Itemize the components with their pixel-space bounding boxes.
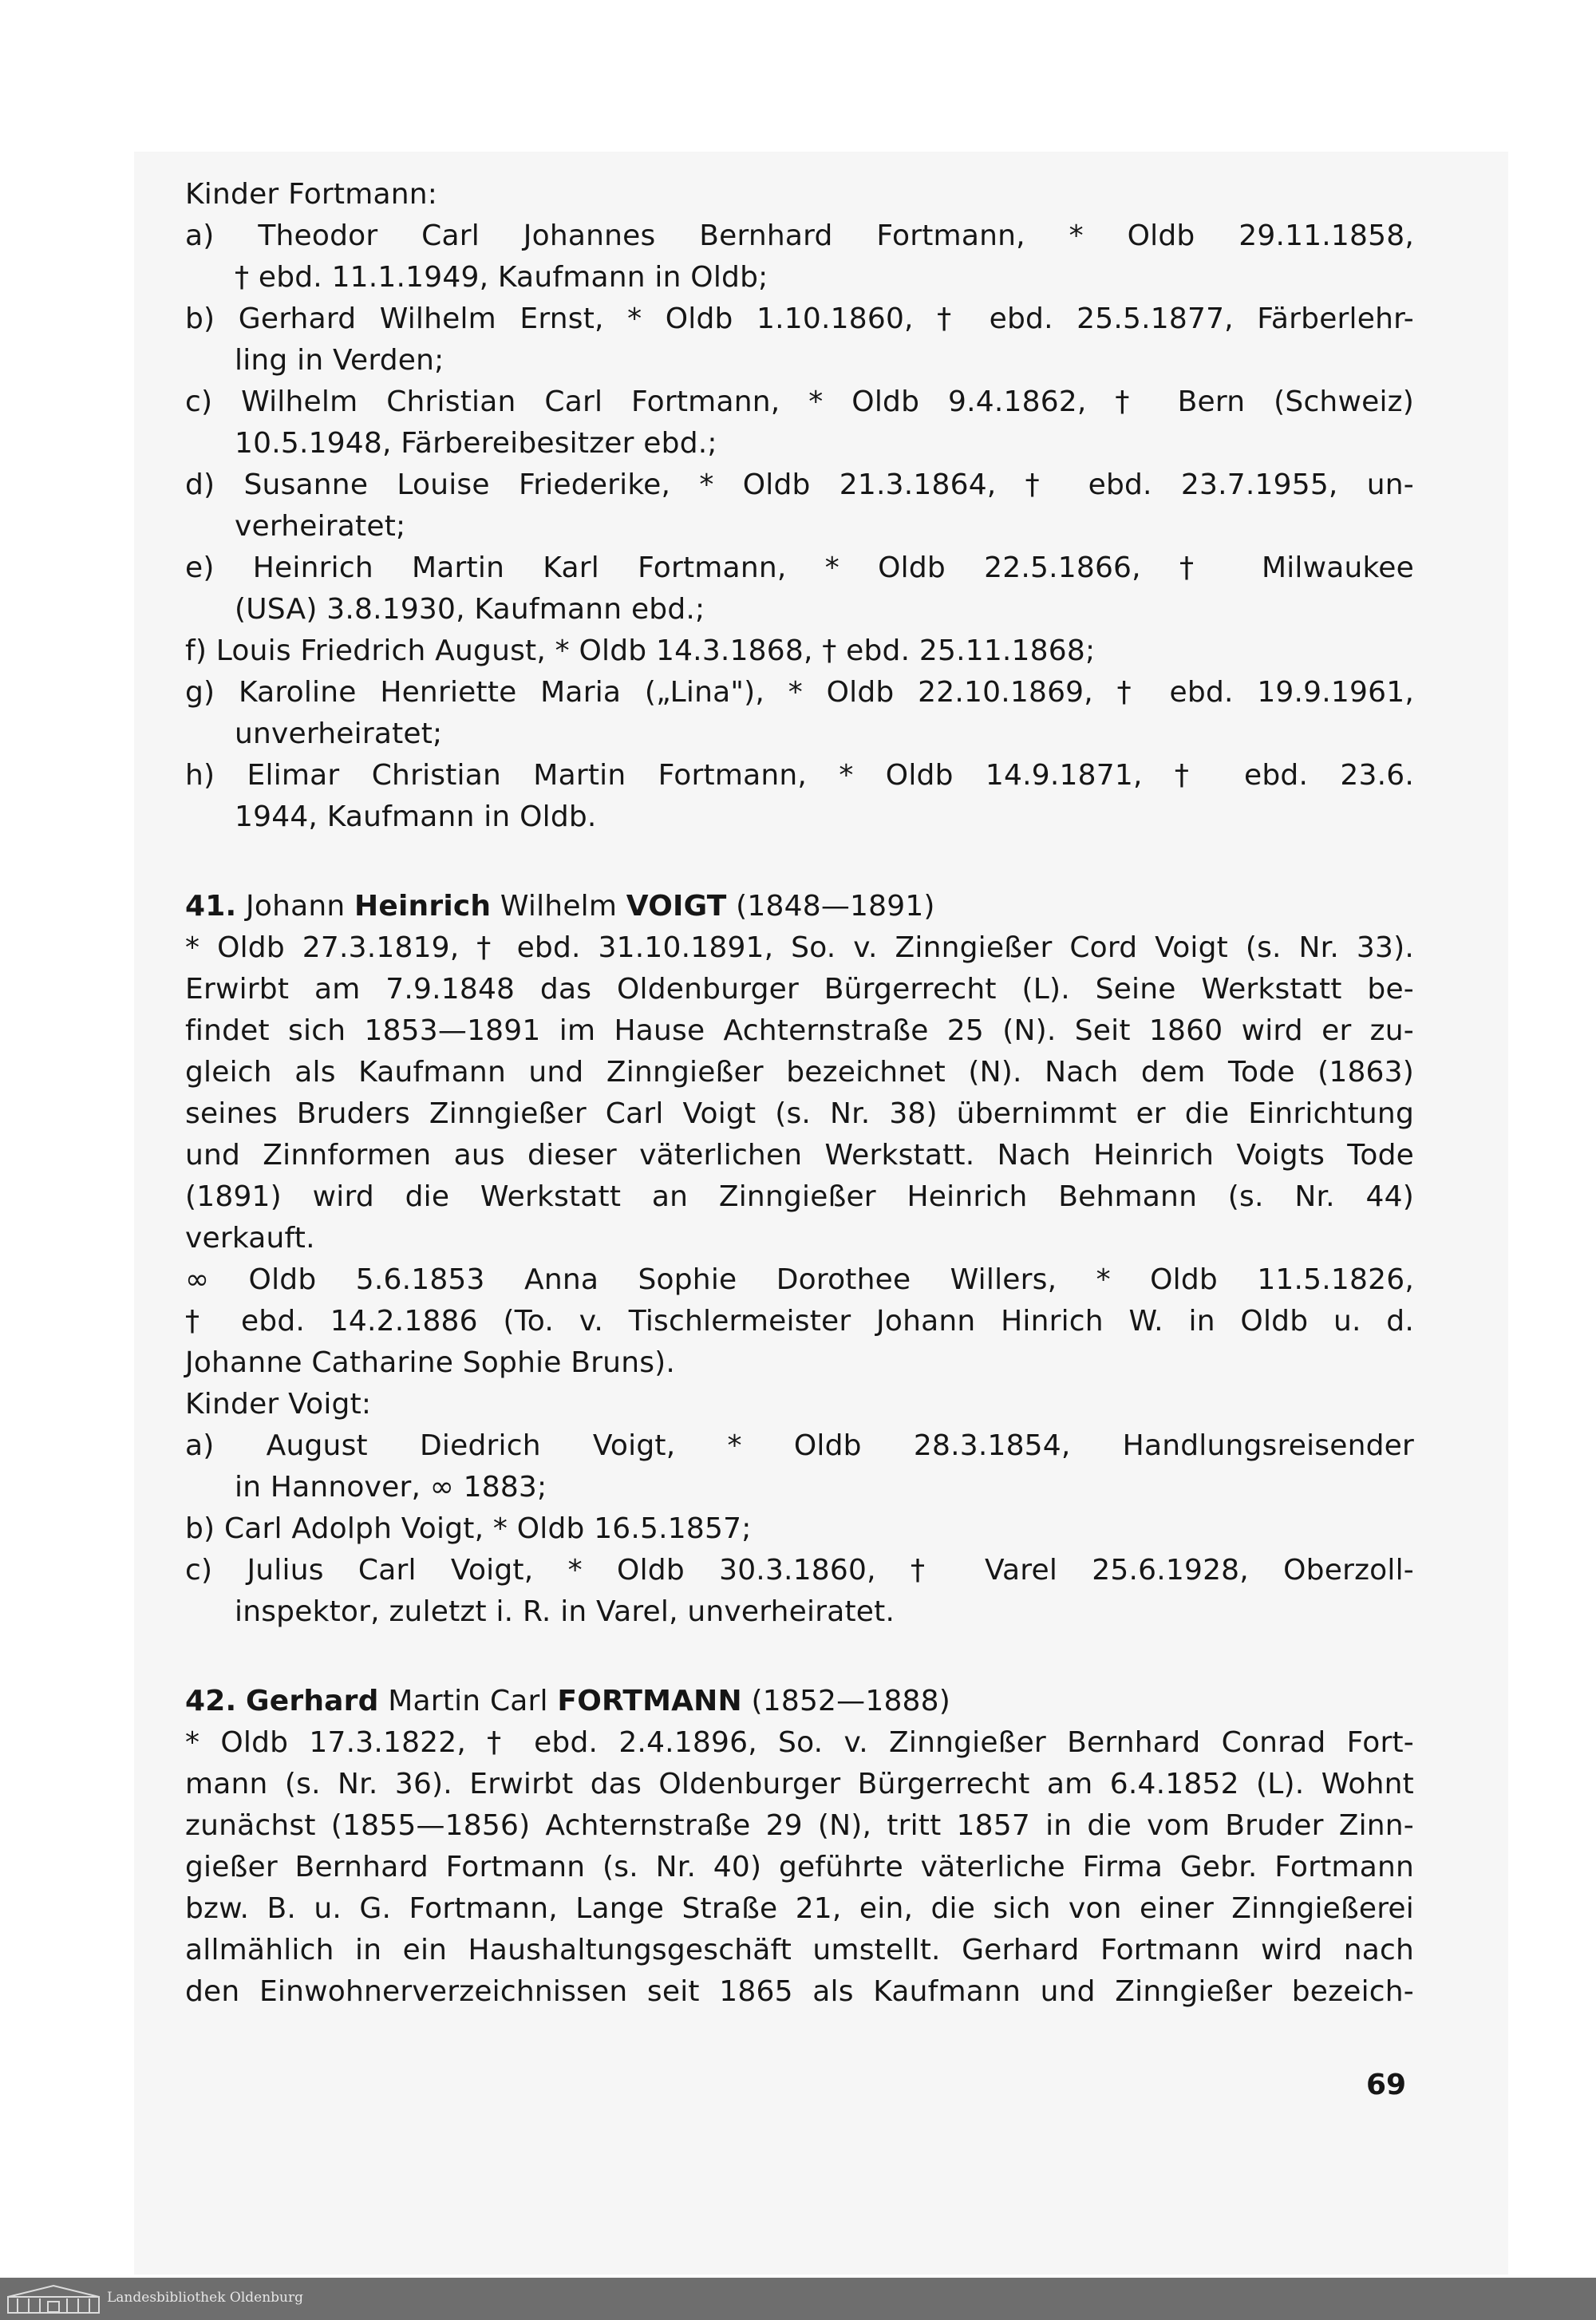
kinder-voigt-line: inspektor, zuletzt i. R. in Varel, unverheiratet.	[235, 1595, 895, 1628]
entry-number: 41.	[185, 890, 237, 923]
kinder-fortmann-heading: Kinder Fortmann:	[185, 178, 438, 211]
library-building-icon	[6, 2282, 101, 2314]
kinder-fortmann-line: a) Theodor Carl Johannes Bernhard Fortmann, * Oldb 29.11.1858,	[185, 219, 1414, 252]
kinder-fortmann-line: d) Susanne Louise Friederike, * Oldb 21.3.1864, † ebd. 23.7.1955, un-	[185, 468, 1414, 501]
text-column	[185, 174, 1414, 2013]
kinder-fortmann-line: ling in Verden;	[235, 344, 444, 377]
kinder-voigt-line: c) Julius Carl Voigt, * Oldb 30.3.1860, † Varel 25.6.1928, Oberzoll-	[185, 1554, 1414, 1587]
entry-42-line: zunächst (1855—1856) Achternstraße 29 (N), tritt 1857 in die vom Bruder Zinn-	[185, 1809, 1414, 1842]
entry-41-line: findet sich 1853—1891 im Hause Achternstraße 25 (N). Seit 1860 wird er zu-	[185, 1014, 1414, 1047]
entry-42-line: bzw. B. u. G. Fortmann, Lange Straße 21, ein, die sich von einer Zinngießerei	[185, 1892, 1414, 1925]
library-name[interactable]: Landesbibliothek Oldenburg	[107, 2290, 304, 2306]
surname: FORTMANN	[557, 1685, 742, 1717]
kinder-fortmann-line: h) Elimar Christian Martin Fortmann, * Oldb 14.9.1871, † ebd. 23.6.	[185, 759, 1414, 792]
entry-41-line: verkauft.	[185, 1222, 315, 1255]
entry-41-line: (1891) wird die Werkstatt an Zinngießer Heinrich Behmann (s. Nr. 44)	[185, 1180, 1414, 1213]
entry-42-heading	[185, 1681, 1414, 1722]
kinder-fortmann-line: 10.5.1948, Färbereibesitzer ebd.;	[235, 427, 717, 460]
entry-42-line: gießer Bernhard Fortmann (s. Nr. 40) geführte väterliche Firma Gebr. Fortmann	[185, 1851, 1414, 1883]
entry-41-line: seines Bruders Zinngießer Carl Voigt (s. Nr. 38) übernimmt er die Einrichtung	[185, 1097, 1414, 1130]
active-years: (1848—1891)	[736, 890, 935, 923]
kinder-fortmann-line: † ebd. 11.1.1949, Kaufmann in Oldb;	[235, 261, 768, 294]
entry-42-line: mann (s. Nr. 36). Erwirbt das Oldenburger Bürgerrecht am 6.4.1852 (L). Wohnt	[185, 1768, 1414, 1800]
kinder-fortmann-line: (USA) 3.8.1930, Kaufmann ebd.;	[235, 593, 705, 626]
page-number: 69	[1366, 2069, 1407, 2101]
entry-42-line: allmählich in ein Haushaltungsgeschäft umstellt. Gerhard Fortmann wird nach	[185, 1934, 1414, 1966]
entry-41-line: ∞ Oldb 5.6.1853 Anna Sophie Dorothee Willers, * Oldb 11.5.1826,	[185, 1263, 1414, 1296]
entry-42-line: * Oldb 17.3.1822, † ebd. 2.4.1896, So. v. Zinngießer Bernhard Conrad Fort-	[185, 1726, 1414, 1759]
kinder-voigt-line: a) August Diedrich Voigt, * Oldb 28.3.1854, Handlungsreisender	[185, 1429, 1414, 1462]
kinder-fortmann-line: unverheiratet;	[235, 717, 443, 750]
kinder-fortmann-line: b) Gerhard Wilhelm Ernst, * Oldb 1.10.1860, † ebd. 25.5.1877, Färberlehr-	[185, 302, 1414, 335]
kinder-fortmann-line: c) Wilhelm Christian Carl Fortmann, * Oldb 9.4.1862, † Bern (Schweiz)	[185, 385, 1414, 418]
kinder-fortmann-line: e) Heinrich Martin Karl Fortmann, * Oldb 22.5.1866, † Milwaukee	[185, 551, 1414, 584]
call-name: Gerhard	[246, 1685, 379, 1717]
entry-number: 42.	[185, 1685, 237, 1717]
call-name: Heinrich	[354, 890, 492, 923]
kinder-fortmann-line: f) Louis Friedrich August, * Oldb 14.3.1868, † ebd. 25.11.1868;	[185, 634, 1096, 667]
given-name: Johann	[246, 890, 346, 923]
active-years: (1852—1888)	[751, 1685, 951, 1717]
entry-41-line: und Zinnformen aus dieser väterlichen Werkstatt. Nach Heinrich Voigts Tode	[185, 1139, 1414, 1172]
entry-41-line: Erwirbt am 7.9.1848 das Oldenburger Bürgerrecht (L). Seine Werkstatt be-	[185, 973, 1414, 1006]
kinder-voigt-heading: Kinder Voigt:	[185, 1388, 372, 1421]
surname: VOIGT	[626, 890, 727, 923]
entry-41-line: Johanne Catharine Sophie Bruns).	[185, 1346, 676, 1379]
entry-41-line: gleich als Kaufmann und Zinngießer bezeichnet (N). Nach dem Tode (1863)	[185, 1056, 1414, 1089]
entry-41-line: † ebd. 14.2.1886 (To. v. Tischlermeister Johann Hinrich W. in Oldb u. d.	[185, 1305, 1414, 1338]
entry-41-line: * Oldb 27.3.1819, † ebd. 31.10.1891, So. v. Zinngießer Cord Voigt (s. Nr. 33).	[185, 931, 1414, 964]
kinder-fortmann-line: 1944, Kaufmann in Oldb.	[235, 800, 597, 833]
kinder-voigt-line: in Hannover, ∞ 1883;	[235, 1471, 547, 1504]
kinder-voigt-line: b) Carl Adolph Voigt, * Oldb 16.5.1857;	[185, 1512, 752, 1545]
entry-42-line: den Einwohnerverzeichnissen seit 1865 als Kaufmann und Zinngießer bezeich-	[185, 1975, 1414, 2008]
entry-41-heading	[185, 886, 1414, 927]
given-name: Martin Carl	[388, 1685, 548, 1717]
kinder-fortmann-line: g) Karoline Henriette Maria („Lina"), * Oldb 22.10.1869, † ebd. 19.9.1961,	[185, 676, 1414, 709]
kinder-fortmann-line: verheiratet;	[235, 510, 406, 543]
given-name: Wilhelm	[500, 890, 618, 923]
library-footer-bar	[0, 2278, 1596, 2320]
